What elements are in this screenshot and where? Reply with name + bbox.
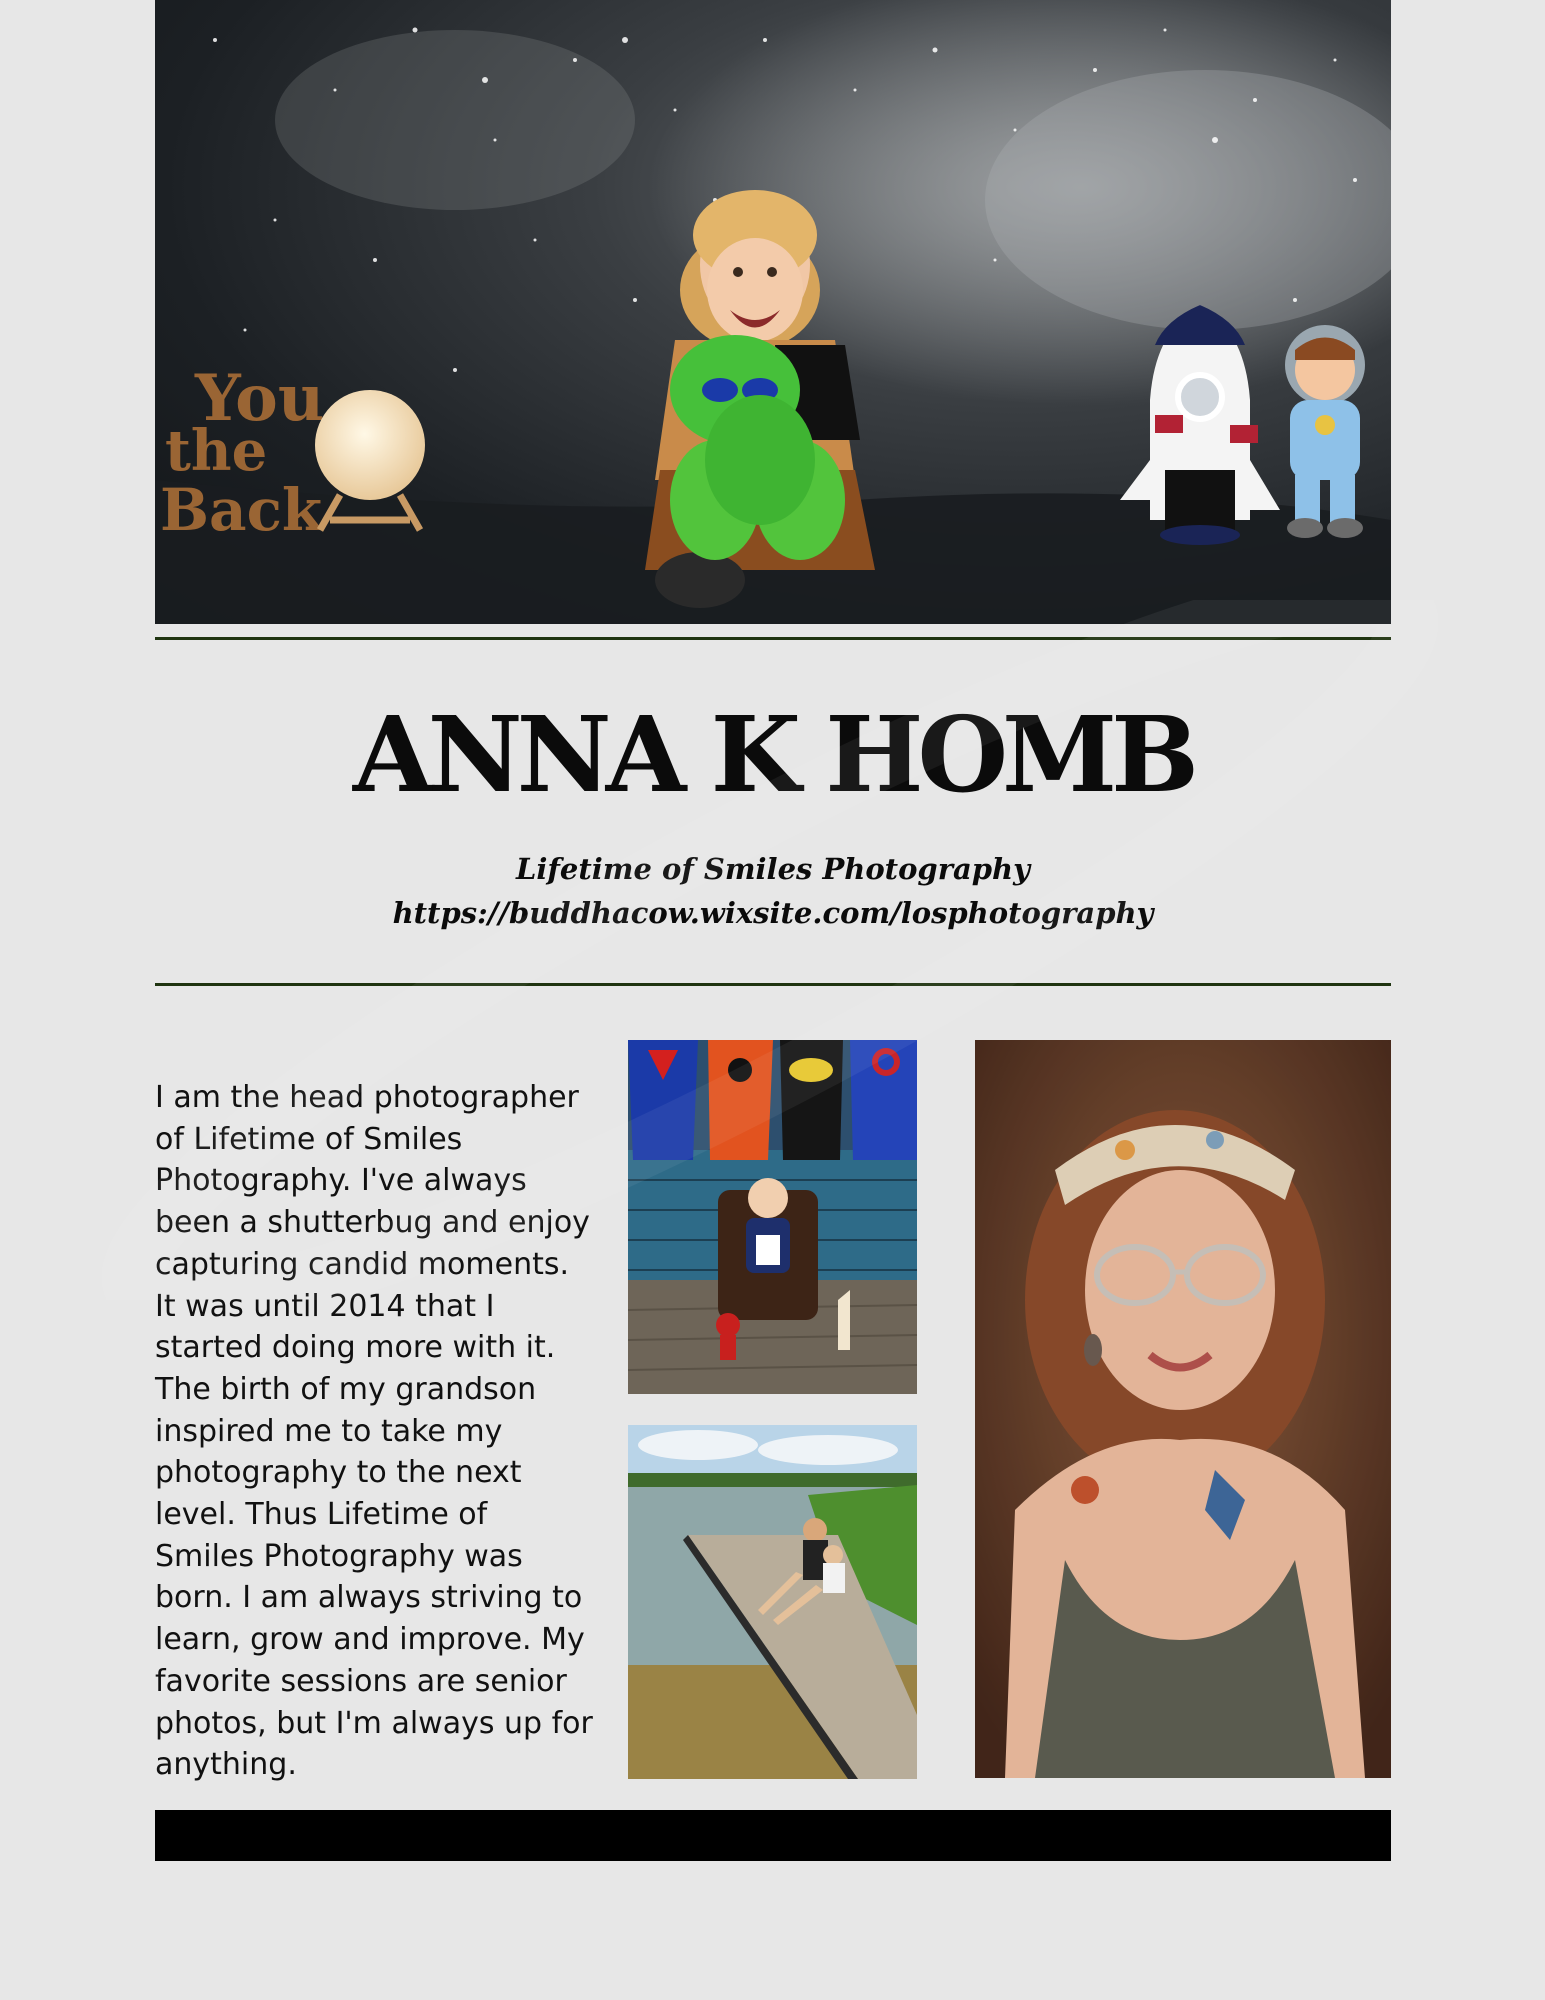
- svg-text:Back: Back: [160, 476, 323, 544]
- portrait-photo: [975, 1040, 1391, 1778]
- superhero-baby-photo: [628, 1040, 917, 1394]
- svg-text:the: the: [165, 418, 268, 484]
- top-divider: [155, 637, 1391, 640]
- dock-photo: [628, 1425, 917, 1779]
- website-url: https://buddhacow.wixsite.com/losphotography: [392, 896, 1154, 930]
- footer-bar: [155, 1810, 1391, 1861]
- hero-photo-illustration: [155, 0, 1391, 624]
- hero-photo: [155, 0, 1391, 624]
- svg-text:You: You: [195, 361, 325, 436]
- bio-paragraph: I am the head photographer of Lifetime of Smiles Photography. I've always been a shutterbug and enjoy capturing candid moments. It was until 2014 that I started doing more with it. The birth of my grandson inspired me to take my photography to the next level. Thus Lifetime of Smiles Photography was born. I am always striving to learn, grow and improve. My favorite sessions are senior photos, but I'm always up for anything.: [155, 1080, 593, 1783]
- business-name: Lifetime of Smiles Photography: [516, 852, 1030, 886]
- middle-divider: [155, 983, 1391, 986]
- page-title: ANNA K HOMB: [352, 693, 1194, 816]
